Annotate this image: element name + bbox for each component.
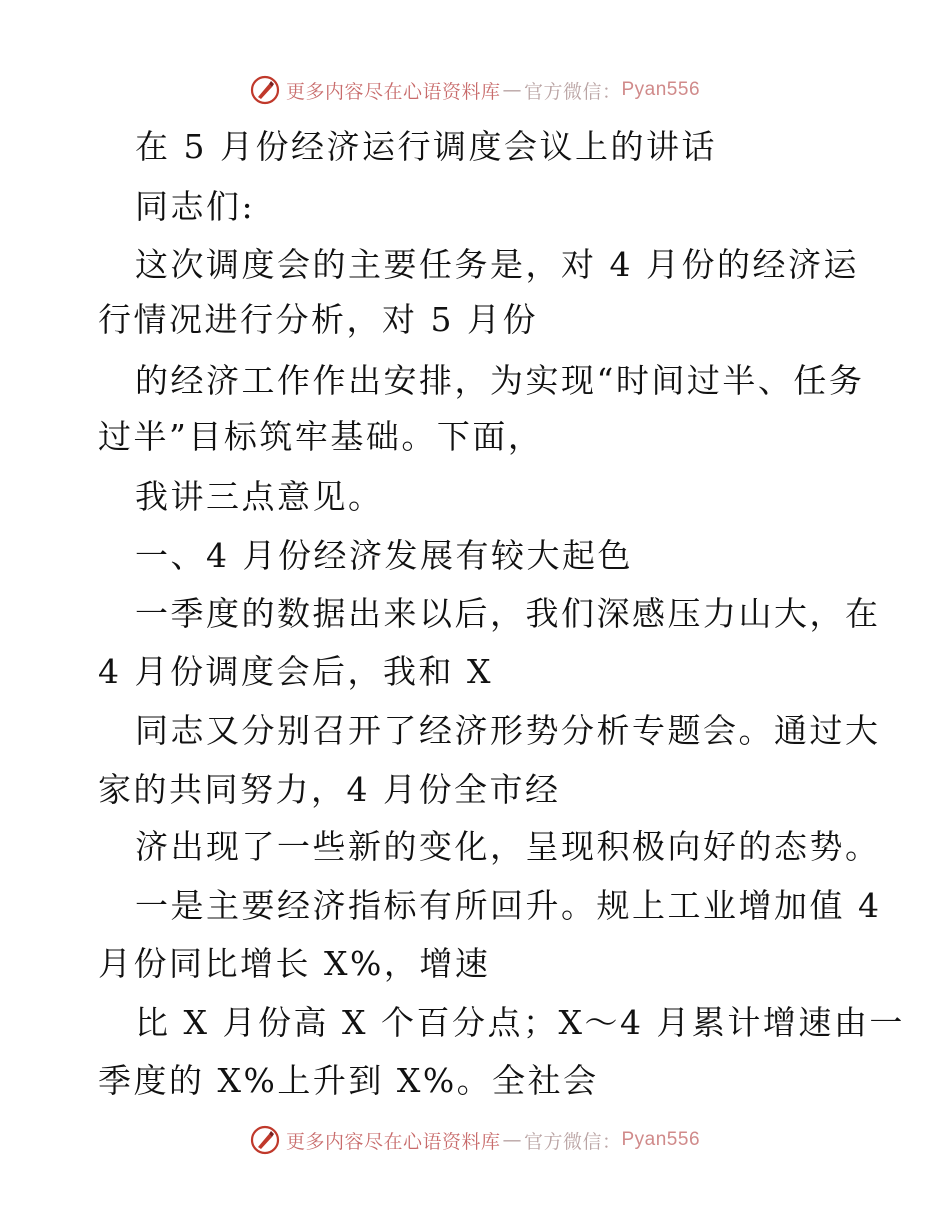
paragraph-line: 一季度的数据出来以后，我们深感压力山大，在 [135,594,881,633]
section-heading: 一、4 月份经济发展有较大起色 [135,536,633,575]
paragraph-line: 济出现了一些新的变化，呈现积极向好的态势。 [135,827,881,866]
paragraph-line: 一是主要经济指标有所回升。规上工业增加值 4 [135,886,882,925]
paragraph-line: 过半”目标筑牢基础。下面， [98,417,544,456]
pen-circle-logo-icon [250,75,280,105]
paragraph-line: 这次调度会的主要任务是，对 4 月份的经济运 [135,245,859,284]
paragraph-line: 比 X 月份高 X 个百分点；X～4 月累计增速由一 [135,1003,905,1042]
watermark-site-text: 更多内容尽在心语资料库 [285,1130,501,1153]
watermark-wechat-label: 官方微信： [523,80,622,103]
paragraph-line: 行情况进行分析，对 5 月份 [98,300,538,339]
watermark-wechat-id: Pyan556 [621,79,701,100]
pen-circle-logo-icon [250,1125,280,1155]
paragraph-line: 家的共同努力，4 月份全市经 [98,770,561,809]
header-watermark [0,70,950,110]
watermark-dash: — [502,79,522,101]
paragraph-line: 同志又分别召开了经济形势分析专题会。通过大 [135,711,881,750]
footer-watermark [0,1120,950,1160]
watermark-site-text: 更多内容尽在心语资料库 [285,80,501,103]
paragraph-line: 同志们: [135,187,256,226]
document-title: 在 5 月份经济运行调度会议上的讲话 [135,127,717,166]
paragraph-line: 月份同比增长 X%，增速 [98,944,491,983]
watermark-wechat-label: 官方微信： [523,1130,622,1153]
paragraph-line: 季度的 X%上升到 X%。全社会 [98,1061,599,1100]
watermark-dash: — [502,1129,522,1151]
watermark-wechat-id: Pyan556 [621,1129,701,1150]
paragraph-line: 的经济工作作出安排，为实现“时间过半、任务 [135,361,865,400]
paragraph-line: 我讲三点意见。 [135,477,384,516]
paragraph-line: 4 月份调度会后，我和 X [98,652,493,691]
